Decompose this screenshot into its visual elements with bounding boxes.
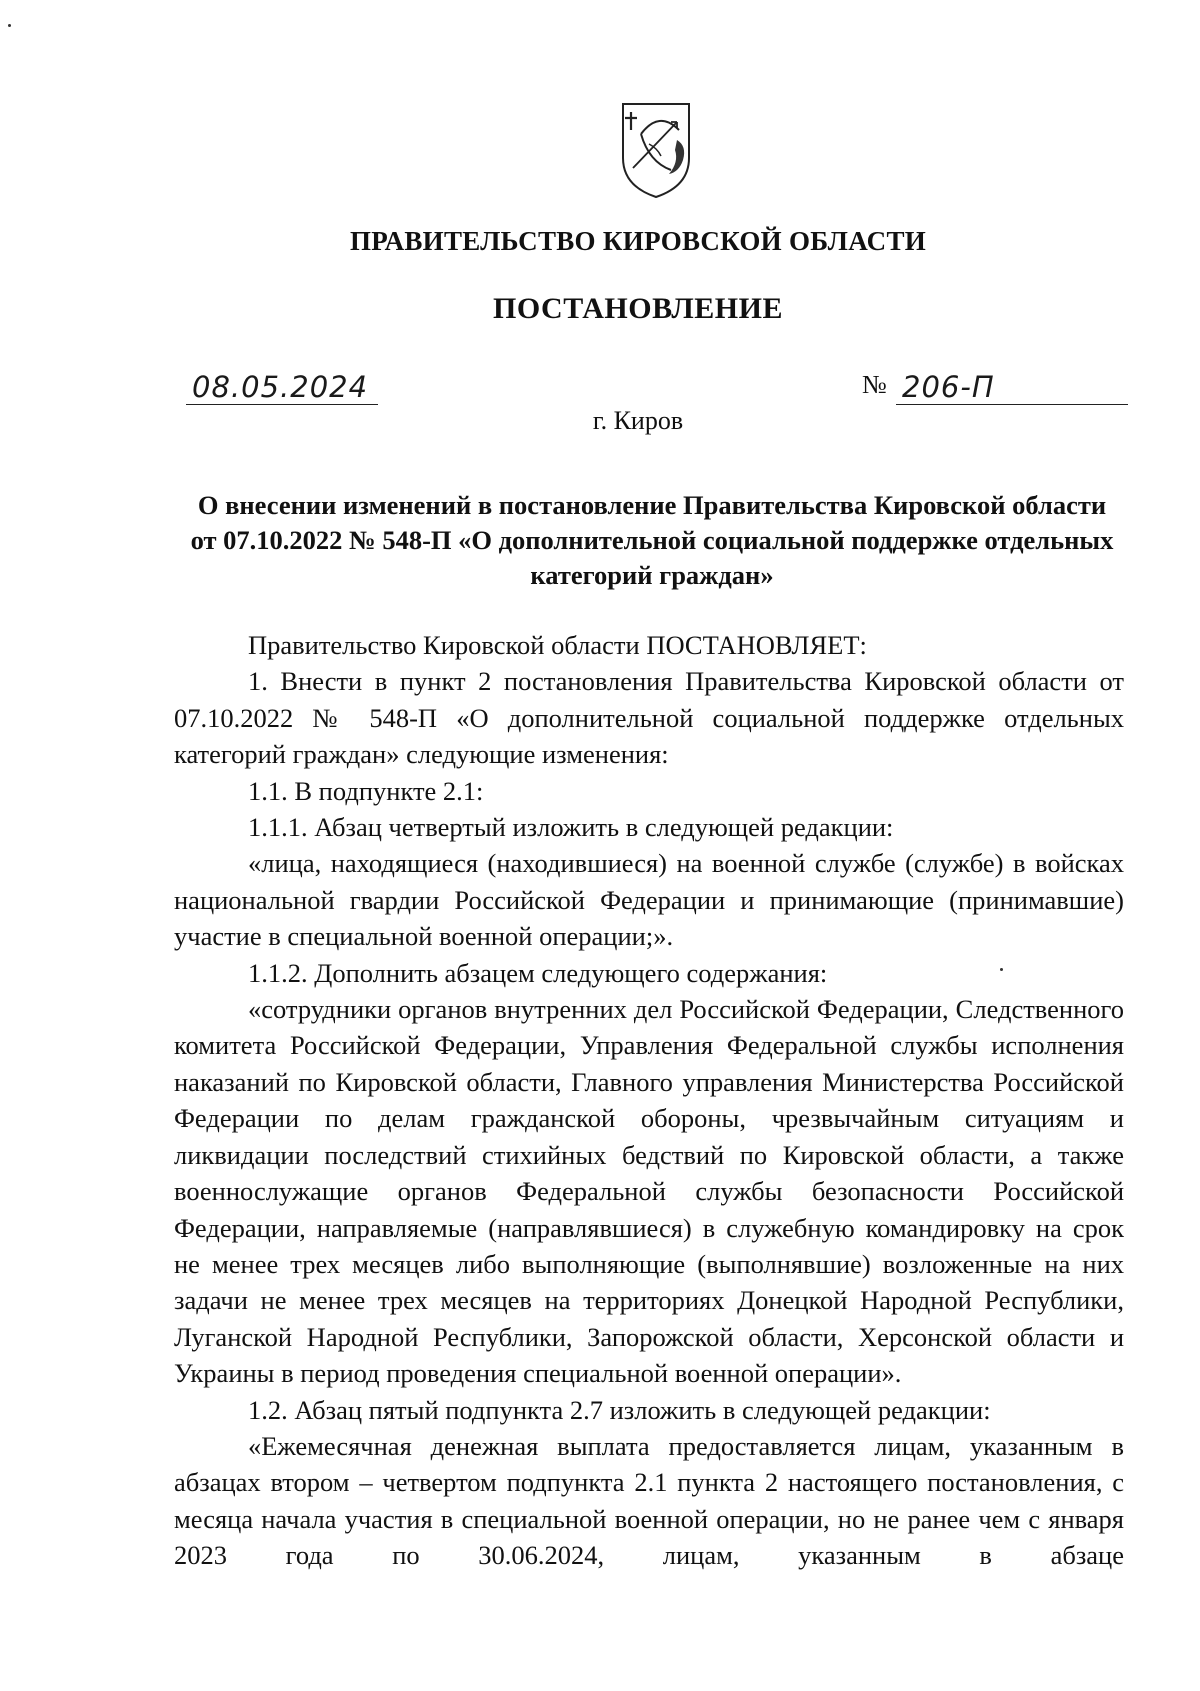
organization-title: ПРАВИТЕЛЬСТВО КИРОВСКОЙ ОБЛАСТИ [349,226,927,256]
document-number-field [896,368,1128,405]
scan-speck [1000,968,1003,971]
document-number: 206-П [902,370,995,404]
paragraph: «сотрудники органов внутренних дел Российской Федерации, Следственного комитета Российской Федерации, Управления Федеральной службы исполнения наказаний по Кировской области, Главного управления Министерства Российской Федерации по делам гражданской обороны, чрезвычайным ситуациям и ликвидации последствий стихийных бедствий по Кировской области, а также военнослужащие органов Федеральной службы безопасности Российской Федерации, направляемые (направлявшиеся) в служебную командировку на срок не менее трех месяцев либо выполняющие (выполнявшие) возложенные на них задачи не менее трех месяцев на территориях Донецкой Народной Республики, Луганской Народной Республики, Запорожской области, Херсонской области и Украины в период проведения специальной военной операции». [174,994,1124,1389]
paragraph: «Ежемесячная денежная выплата предоставляется лицам, указанным в абзацах втором – четвертом подпункта 2.1 пункта 2 настоящего постановления, с месяца начала участия в специальной военной операции, но не ранее чем с января 2023 года по 30.06.2024, лицам, указанным в абзаце [174,1430,1124,1571]
paragraph: 1.2. Абзац пятый подпункта 2.7 изложить в следующей редакции: [248,1394,991,1425]
kirov-coat-of-arms-icon [619,100,693,200]
document-type: ПОСТАНОВЛЕНИЕ [493,292,783,325]
document-subject: О внесении изменений в постановление Правительства Кировской области от 07.10.2022 № 548-П «О дополнительной социальной поддержке отдельных категорий граждан» [190,490,1114,590]
paragraph: «лица, находящиеся (находившиеся) на военной службе (службе) в войсках национальной гвардии Российской Федерации и принимающие (принимавшие) участие в специальной военной операции;». [174,848,1124,952]
document-date: 08.05.2024 [192,370,369,404]
number-sign: № [862,370,887,399]
document-date-field [186,368,378,405]
scan-speck [8,24,11,27]
city: г. Киров [592,406,684,435]
paragraph: Правительство Кировской области ПОСТАНОВЛЯЕТ: [248,630,867,660]
document-body [174,627,1124,1574]
paragraph: 1. Внести в пункт 2 постановления Правительства Кировской области от 07.10.2022 № 548-П «О дополнительной социальной поддержке отдельных категорий граждан» следующие изменения: [174,666,1124,770]
paragraph: 1.1.2. Дополнить абзацем следующего содержания: [248,957,828,988]
paragraph: 1.1.1. Абзац четвертый изложить в следующей редакции: [248,812,894,843]
paragraph: 1.1. В подпункте 2.1: [248,775,484,806]
